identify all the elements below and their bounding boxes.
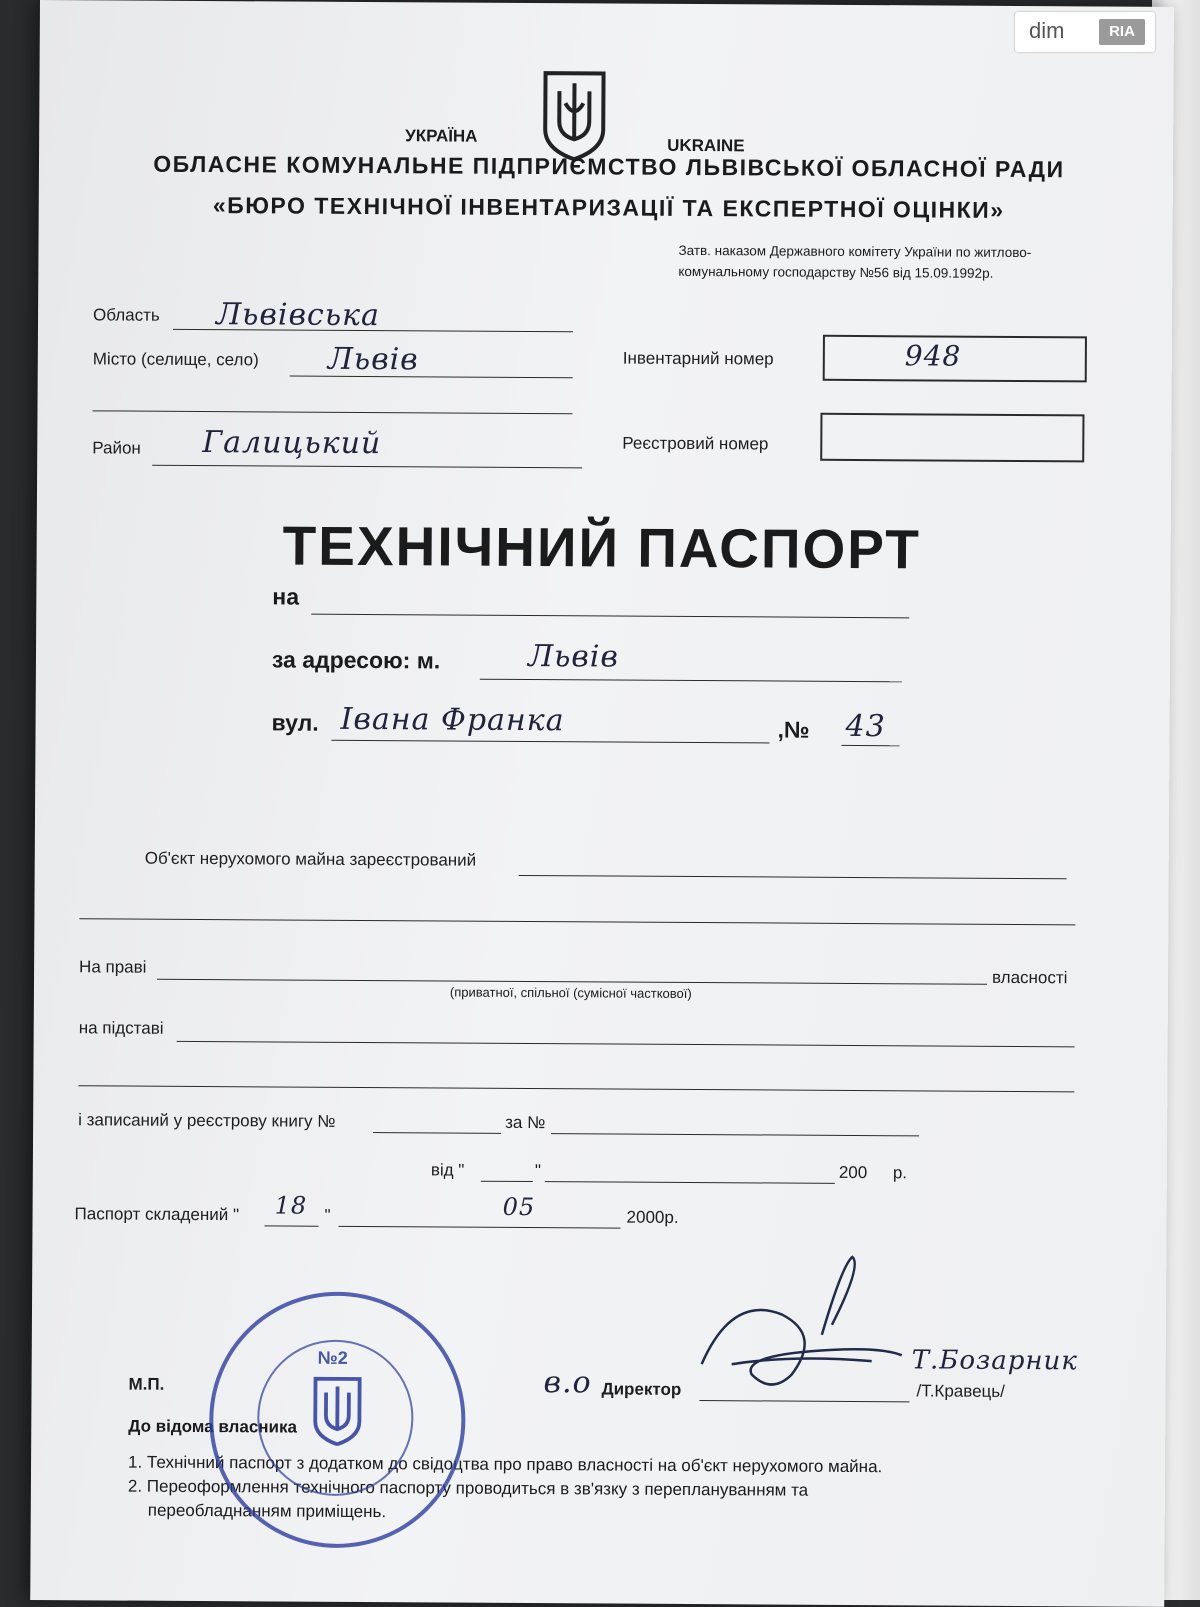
logo-brand-text: dim <box>1029 18 1065 43</box>
region-label: Область <box>93 305 160 325</box>
compiled-month-underline <box>339 1226 621 1229</box>
inventory-number-value: 948 <box>904 339 962 373</box>
approval-note-line2: комунальному господарству №56 від 15.09.1992р. <box>678 263 994 281</box>
ownership-hint: (приватної, спільної (сумісної часткової) <box>449 984 692 1001</box>
city-label: Місто (селище, село) <box>92 349 259 370</box>
stamp-number: №2 <box>317 1347 348 1368</box>
district-value: Галицький <box>202 425 382 462</box>
director-name: /Т.Кравець/ <box>916 1381 1005 1401</box>
date-day-underline <box>481 1181 533 1182</box>
street-underline <box>331 740 769 744</box>
district-label: Район <box>92 438 141 458</box>
notes-heading: До відома власника <box>128 1416 298 1437</box>
compiled-label: Паспорт складений " <box>74 1204 240 1225</box>
official-round-stamp <box>209 1291 467 1549</box>
register-book-label: і записаний у реєстрову книгу № <box>78 1110 336 1131</box>
document-title: ТЕХНІЧНИЙ ПАСПОРТ <box>282 514 921 581</box>
compiled-day-underline <box>265 1225 319 1226</box>
ownership-suffix: власності <box>991 967 1068 988</box>
registry-number-box <box>820 413 1084 463</box>
street-label: вул. <box>271 709 319 736</box>
handwritten-name: Т.Бозарник <box>911 1345 1078 1377</box>
compiled-day: 18 <box>274 1191 308 1220</box>
region-value: Львівська <box>215 297 381 334</box>
house-number-label: ,№ <box>777 716 810 743</box>
approval-note-line1: Затв. наказом Державного комітету України по житлово- <box>678 242 1032 261</box>
date-from-label: від " <box>430 1160 465 1180</box>
compiled-quote-close: " <box>324 1205 331 1225</box>
house-number-underline <box>841 745 899 746</box>
address-city-value: Львів <box>527 638 619 675</box>
country-english: UKRAINE <box>667 135 745 156</box>
document-page <box>30 0 1174 1607</box>
register-book-underline <box>373 1132 501 1134</box>
basis-underline <box>177 1041 1075 1047</box>
organization-name-line2: «БЮРО ТЕХНІЧНОЇ ІНВЕНТАРИЗАЦІЇ ТА ЕКСПЕРТНОЇ ОЦІНКИ» <box>212 192 1005 223</box>
subject-label: на <box>272 583 300 610</box>
date-year-label: 200 <box>838 1162 868 1183</box>
organization-name-line1: ОБЛАСНЕ КОМУНАЛЬНЕ ПІДПРИЄМСТВО ЛЬВІВСЬКОЇ ОБЛАСНОЇ РАДИ <box>153 150 1065 183</box>
city-value: Львів <box>327 341 419 378</box>
registered-underline-2 <box>79 918 1075 925</box>
registry-number-label: Реєстровий номер <box>622 433 769 454</box>
dim-ria-watermark-logo <box>1015 12 1155 52</box>
director-signature-icon <box>671 1254 912 1405</box>
logo-badge: RIA <box>1099 19 1145 45</box>
register-entry-label: за № <box>505 1112 546 1133</box>
address-city-label: за адресою: м. <box>271 646 441 674</box>
stamp-trident-icon <box>309 1376 365 1446</box>
basis-underline-2 <box>78 1085 1074 1092</box>
compiled-year: 2000р. <box>626 1207 679 1227</box>
notes-item-2: 2. Переоформлення технічного паспорту проводиться в зв'язку з переплануванням та <box>127 1476 809 1500</box>
address-city-underline <box>480 679 902 683</box>
stamp-place-label: М.П. <box>128 1374 165 1394</box>
street-value: Івана Франка <box>340 701 565 739</box>
right-label: На праві <box>79 957 147 977</box>
right-underline <box>157 979 987 985</box>
inventory-number-label: Інвентарний номер <box>622 348 774 369</box>
extra-underline <box>92 410 572 414</box>
country-ukrainian: УКРАЇНА <box>405 126 478 146</box>
inventory-number-box <box>823 335 1087 383</box>
notes-item-1: 1. Технічний паспорт з додатком до свідоцтва про право власності на об'єкт нерухомого майна. <box>128 1452 883 1477</box>
basis-label: на підставі <box>78 1018 164 1038</box>
district-underline <box>152 465 582 469</box>
subject-underline <box>311 614 909 619</box>
compiled-month: 05 <box>502 1192 536 1222</box>
house-number-value: 43 <box>845 708 886 745</box>
trident-coat-of-arms-icon <box>539 69 610 161</box>
director-label: Директор <box>601 1379 682 1399</box>
date-year-suffix: р. <box>892 1163 908 1183</box>
registered-underline <box>519 875 1067 879</box>
registered-label: Об'єкт нерухомого майна зареєстрований <box>144 848 477 870</box>
acting-mark: в.о <box>543 1365 592 1401</box>
register-entry-underline <box>551 1133 919 1136</box>
date-quote-close: " <box>534 1161 541 1181</box>
date-month-underline <box>545 1181 835 1184</box>
notes-item-2-continued: перeобладнанням приміщень. <box>147 1500 387 1522</box>
